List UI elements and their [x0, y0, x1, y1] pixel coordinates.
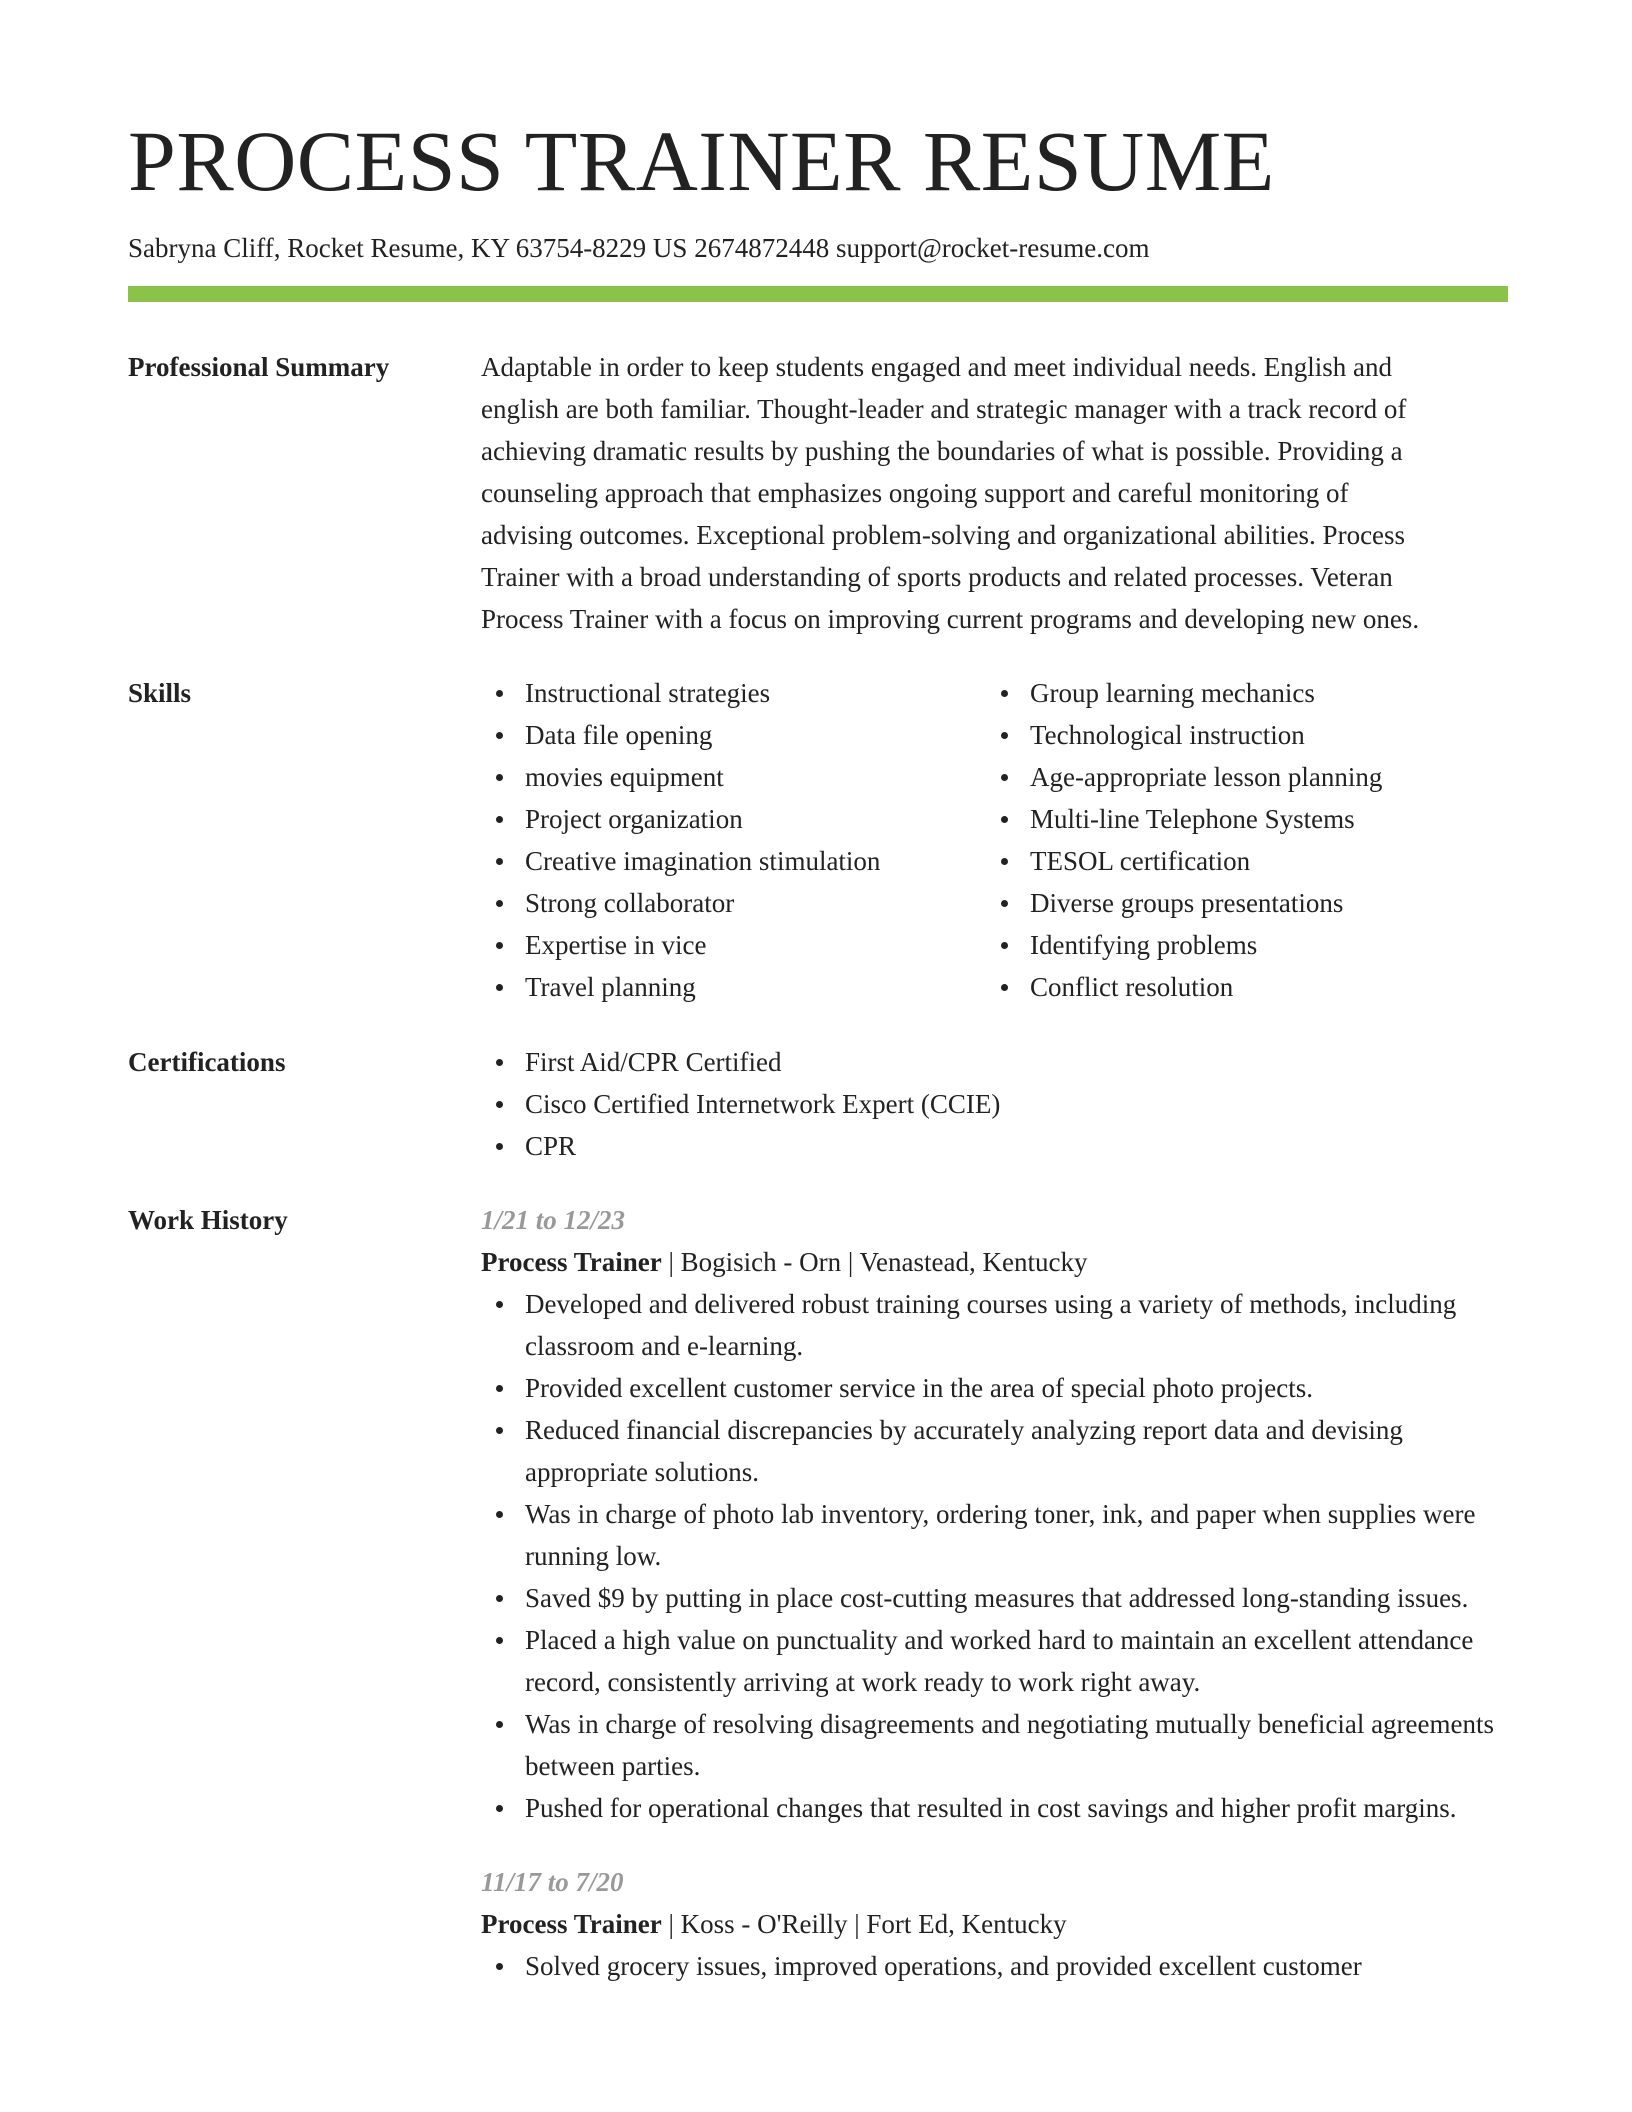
skill-item: Conflict resolution — [986, 966, 1491, 1008]
summary-line: Adaptable in order to keep students engaged and meet individual needs. English and — [481, 352, 1392, 382]
accent-divider — [128, 286, 1508, 302]
skill-item: Project organization — [481, 798, 986, 840]
job-bullet: Developed and delivered robust training courses using a variety of methods, including classroom and e-learning. — [481, 1283, 1508, 1367]
certification-item: Cisco Certified Internetwork Expert (CCIE) — [481, 1083, 1508, 1125]
job-bullet: Placed a high value on punctuality and worked hard to maintain an excellent attendance record, consistently arriving at work ready to work right away. — [481, 1619, 1508, 1703]
summary-line: achieving dramatic results by pushing the boundaries of what is possible. Providing a — [481, 436, 1403, 466]
work-history-label: Work History — [128, 1205, 288, 1235]
skill-item: Expertise in vice — [481, 924, 986, 966]
job-employer-location: | Bogisich - Orn | Venastead, Kentucky — [661, 1247, 1088, 1277]
skill-item: Identifying problems — [986, 924, 1491, 966]
job-entry — [481, 1199, 1508, 1829]
summary-line: Trainer with a broad understanding of sports products and related processes. Veteran — [481, 562, 1393, 592]
skill-item: Technological instruction — [986, 714, 1491, 756]
skill-item: Data file opening — [481, 714, 986, 756]
summary-line: Process Trainer with a focus on improving current programs and developing new ones. — [481, 604, 1420, 634]
job-bullets — [481, 1283, 1508, 1829]
certifications-list — [481, 1041, 1508, 1167]
skills-list-right — [986, 672, 1491, 1008]
job-entry — [481, 1861, 1508, 1987]
skill-item: Age-appropriate lesson planning — [986, 756, 1491, 798]
job-dates: 11/17 to 7/20 — [481, 1867, 624, 1897]
job-bullet: Solved grocery issues, improved operations, and provided excellent customer — [481, 1945, 1508, 1987]
job-bullet: Pushed for operational changes that resulted in cost savings and higher profit margins. — [481, 1787, 1508, 1829]
job-heading — [481, 1903, 1508, 1945]
job-heading — [481, 1241, 1508, 1283]
summary-label: Professional Summary — [128, 352, 390, 382]
job-bullet: Was in charge of photo lab inventory, ordering toner, ink, and paper when supplies were running low. — [481, 1493, 1508, 1577]
certifications-label: Certifications — [128, 1047, 286, 1077]
skill-item: Strong collaborator — [481, 882, 986, 924]
certification-item: First Aid/CPR Certified — [481, 1041, 1508, 1083]
skill-item: Group learning mechanics — [986, 672, 1491, 714]
job-title: Process Trainer — [481, 1247, 662, 1277]
skill-item: movies equipment — [481, 756, 986, 798]
work-history-body — [481, 1199, 1508, 1987]
summary-line: counseling approach that emphasizes ongoing support and careful monitoring of — [481, 478, 1349, 508]
skill-item: Travel planning — [481, 966, 986, 1008]
skill-item: Multi-line Telephone Systems — [986, 798, 1491, 840]
job-title: Process Trainer — [481, 1909, 662, 1939]
job-bullet: Saved $9 by putting in place cost-cutting measures that addressed long-standing issues. — [481, 1577, 1508, 1619]
summary-line: advising outcomes. Exceptional problem-solving and organizational abilities. Process — [481, 520, 1406, 550]
summary-line: english are both familiar. Thought-leader and strategic manager with a track record of — [481, 394, 1407, 424]
job-bullet: Provided excellent customer service in the area of special photo projects. — [481, 1367, 1508, 1409]
skill-item: TESOL certification — [986, 840, 1491, 882]
job-bullet: Reduced financial discrepancies by accurately analyzing report data and devising appropriate solutions. — [481, 1409, 1508, 1493]
job-employer-location: | Koss - O'Reilly | Fort Ed, Kentucky — [661, 1909, 1067, 1939]
resume-title: PROCESS TRAINER RESUME — [128, 113, 1275, 209]
skill-item: Diverse groups presentations — [986, 882, 1491, 924]
job-dates: 1/21 to 12/23 — [481, 1205, 626, 1235]
skills-list-left — [481, 672, 986, 1008]
skill-item: Instructional strategies — [481, 672, 986, 714]
summary-text — [481, 346, 1508, 640]
certification-item: CPR — [481, 1125, 1508, 1167]
job-bullet: Was in charge of resolving disagreements and negotiating mutually beneficial agreements between parties. — [481, 1703, 1508, 1787]
skills-label: Skills — [128, 678, 192, 708]
contact-line: Sabryna Cliff, Rocket Resume, KY 63754-8229 US 2674872448 support@rocket-resume.com — [128, 233, 1150, 263]
skill-item: Creative imagination stimulation — [481, 840, 986, 882]
job-bullets — [481, 1945, 1508, 1987]
certifications-body — [481, 1041, 1508, 1167]
